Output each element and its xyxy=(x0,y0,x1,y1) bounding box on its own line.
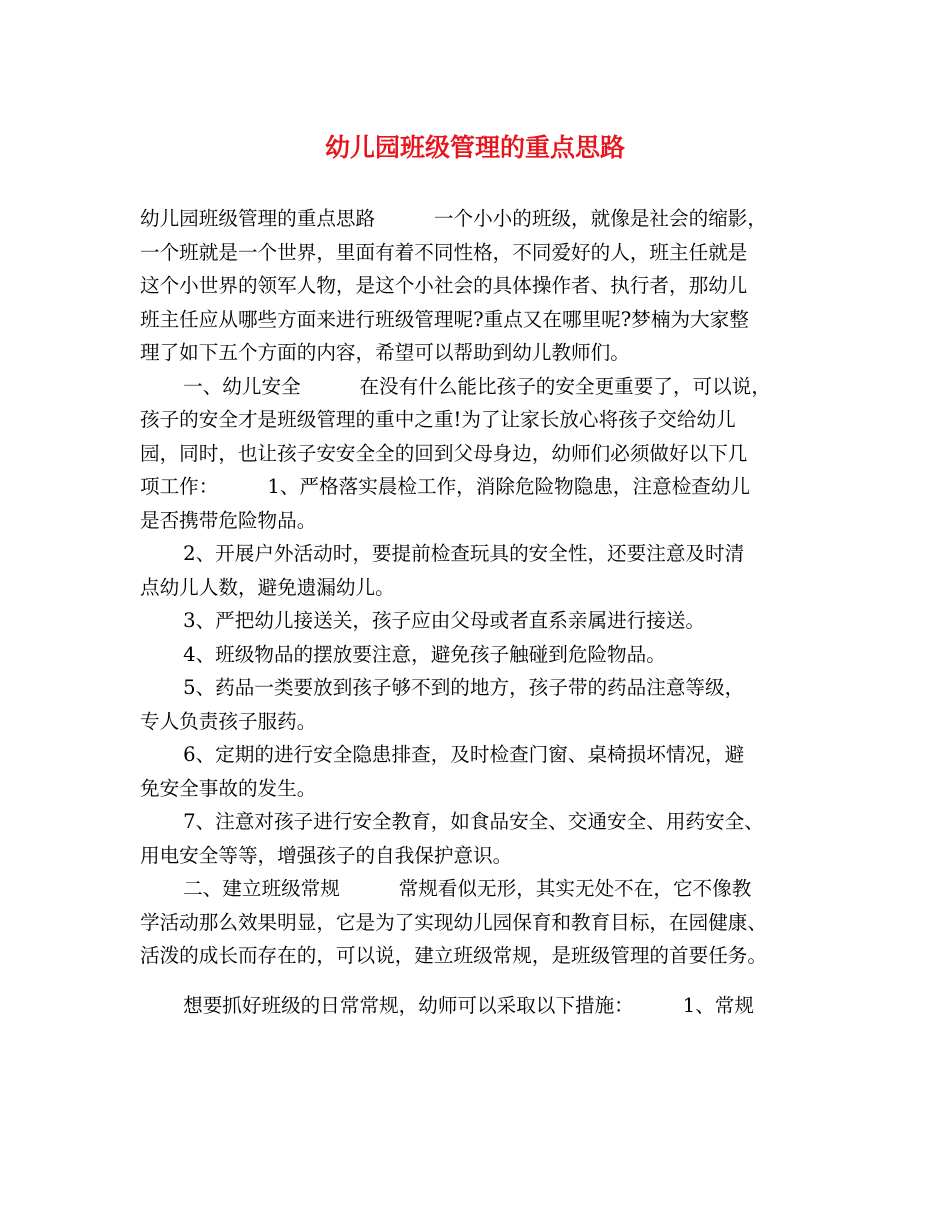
text-line: 是否携带危险物品。 xyxy=(140,508,317,532)
paragraph xyxy=(140,671,830,738)
text-line: 活泼的成长而存在的，可以说，建立班级常规，是班级管理的首要任务。 xyxy=(140,944,767,967)
paragraph xyxy=(140,370,830,538)
text-line: 这个小世界的领军人物，是这个小社会的具体操作者、执行者，那幼儿 xyxy=(140,274,748,297)
paragraph xyxy=(140,604,830,638)
text-line: 学活动那么效果明显，它是为了实现幼儿园保育和教育目标，在园健康、 xyxy=(140,910,767,934)
text-line: 5、药品一类要放到孩子够不到的地方，孩子带的药品注意等级， xyxy=(183,676,745,699)
text-line: 项工作： 1、严格落实晨检工作，消除危险物隐患，注意检查幼儿 xyxy=(140,475,751,498)
paragraph xyxy=(140,738,830,805)
text-line: 一个班就是一个世界，里面有着不同性格，不同爱好的人，班主任就是 xyxy=(140,240,748,264)
paragraph xyxy=(140,805,830,872)
document-title: 幼儿园班级管理的重点思路 xyxy=(324,133,625,162)
text-line: 点幼儿人数，避免遗漏幼儿。 xyxy=(140,575,395,599)
text-line: 7、注意对孩子进行安全教育，如食品安全、交通安全、用药安全、 xyxy=(183,810,764,833)
text-line: 幼儿园班级管理的重点思路 一个小小的班级，就像是社会的缩影， xyxy=(140,207,767,230)
text-line: 园，同时，也让孩子安安全全的回到父母身边，幼师们必须做好以下几 xyxy=(140,441,748,465)
text-line: 用电安全等等，增强孩子的自我保护意识。 xyxy=(140,843,513,867)
text-line: 班主任应从哪些方面来进行班级管理呢?重点又在哪里呢?梦楠为大家整 xyxy=(140,307,749,331)
paragraph-gap xyxy=(140,973,830,989)
document-body xyxy=(140,202,830,1022)
text-line: 理了如下五个方面的内容，希望可以帮助到幼儿教师们。 xyxy=(140,341,630,364)
text-line: 4、班级物品的摆放要注意，避免孩子触碰到危险物品。 xyxy=(183,642,666,666)
paragraph xyxy=(140,638,830,672)
text-line: 2、开展户外活动时，要提前检查玩具的安全性，还要注意及时清 xyxy=(183,542,745,565)
text-line: 免安全事故的发生。 xyxy=(140,776,317,800)
text-line: 3、严把幼儿接送关，孩子应由父母或者直系亲属进行接送。 xyxy=(183,609,706,632)
text-line: 一、幼儿安全 在没有什么能比孩子的安全更重要了，可以说， xyxy=(183,374,771,398)
text-line: 专人负责孩子服药。 xyxy=(140,709,317,733)
text-line: 6、定期的进行安全隐患排查，及时检查门窗、桌椅损坏情况，避 xyxy=(183,743,745,766)
text-line: 二、建立班级常规 常规看似无形，其实无处不在，它不像教 xyxy=(183,877,752,900)
paragraph xyxy=(140,537,830,604)
paragraph xyxy=(140,872,830,973)
paragraph xyxy=(140,989,830,1023)
text-line: 想要抓好班级的日常常规，幼师可以采取以下措施： 1、常规 xyxy=(183,993,754,1017)
text-line: 孩子的安全才是班级管理的重中之重!为了让家长放心将孩子交给幼儿 xyxy=(140,408,736,431)
paragraph xyxy=(140,202,830,370)
